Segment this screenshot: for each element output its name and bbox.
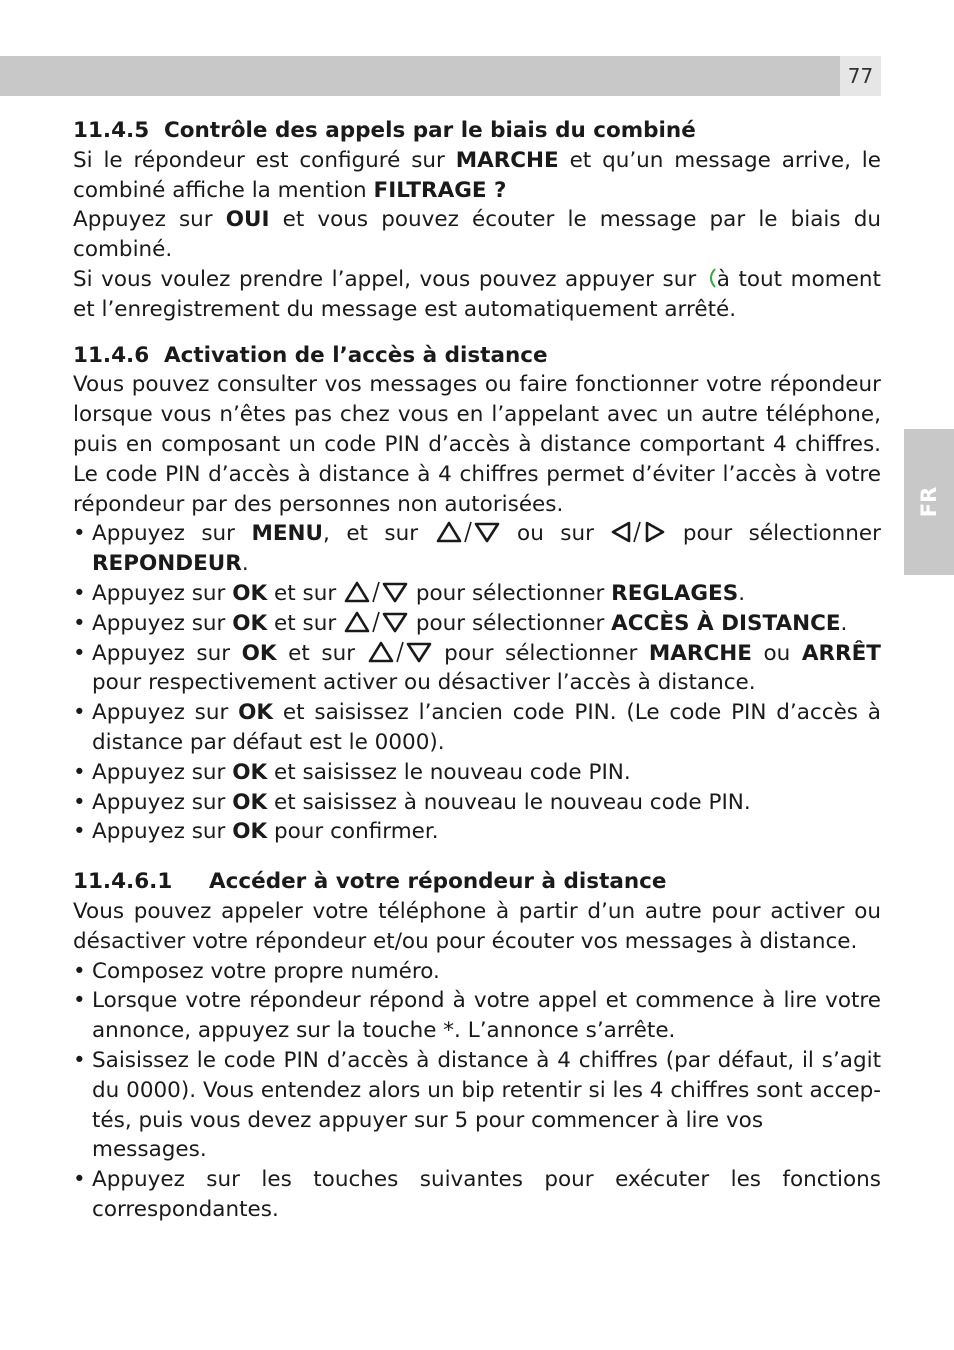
call-handset-icon: [705, 267, 717, 289]
list-item: • Composez votre propre numéro.: [73, 958, 440, 984]
up-down-arrow-icon: [343, 611, 409, 633]
up-down-arrow-icon: [343, 581, 409, 603]
list-item: • Saisissez le code PIN d’accès à distance à 4 chiffres (par défaut, il s’agit du 0000). Vous entendez alors un bip retentir si les 4 chiffres sont accep- tés, puis vous devez appuyer sur 5 pour commencer à lire vos messages.: [73, 1047, 881, 1163]
paragraph: Appuyez sur OUI et vous pouvez écouter le message par le biais du: [73, 207, 881, 233]
header-bar: [0, 56, 840, 96]
section-heading-11-4-6-1: 11.4.6.1 Accéder à votre répondeur à distance: [73, 869, 667, 895]
paragraph: Si le répondeur est configuré sur MARCHE et qu’un message arrive, le: [73, 147, 881, 173]
paragraph-line: Vous pouvez consulter vos messages ou faire fonctionner votre répondeur: [73, 372, 881, 398]
paragraph-line: Vous pouvez appeler votre téléphone à partir d’un autre pour activer ou: [73, 898, 881, 924]
language-tab: [904, 429, 954, 575]
paragraph-line: puis en composant un code PIN d’accès à distance comportant 4 chiffres.: [73, 431, 881, 457]
up-down-arrow-icon: [435, 521, 501, 543]
list-item: • Appuyez sur les touches suivantes pour exécuter les fonctions correspondantes.: [73, 1167, 881, 1222]
list-item: • Appuyez sur OK pour confirmer.: [73, 819, 439, 845]
language-tab-label: FR: [917, 486, 941, 518]
paragraph: combiné affiche la mention FILTRAGE ?: [73, 177, 507, 203]
list-item: • Appuyez sur OK et saisissez le nouveau code PIN.: [73, 759, 631, 785]
paragraph: combiné.: [73, 237, 173, 263]
page-content: [73, 116, 881, 1225]
up-down-arrow-icon: [367, 641, 433, 663]
list-item: • Appuyez sur MENU, et sur ou sur pour sélectionner REPONDEUR.: [73, 521, 881, 577]
paragraph-line: Le code PIN d’accès à distance à 4 chiffres permet d’éviter l’accès à votre: [73, 461, 881, 487]
paragraph: et l’enregistrement du message est automatiquement arrêté.: [73, 296, 737, 322]
list-item: • Appuyez sur OK et sur pour sélectionner MARCHE ou ARRÊT pour respectivement activer ou désactiver l’accès à distance.: [73, 640, 881, 696]
list-item: • Appuyez sur OK et sur pour sélectionner REGLAGES.: [73, 580, 746, 606]
paragraph-line: répondeur par des personnes non autorisées.: [73, 491, 564, 517]
section-heading-11-4-5: 11.4.5 Contrôle des appels par le biais du combiné: [73, 118, 696, 143]
paragraph-line: désactiver votre répondeur et/ou pour écouter vos messages à distance.: [73, 928, 858, 954]
list-item: • Appuyez sur OK et sur pour sélectionner ACCÈS À DISTANCE.: [73, 610, 848, 636]
left-right-arrow-icon: [610, 521, 666, 543]
section-heading-11-4-6: 11.4.6 Activation de l’accès à distance: [73, 342, 548, 368]
paragraph: Si vous voulez prendre l’appel, vous pouvez appuyer sur à tout moment: [73, 266, 881, 292]
list-item: • Appuyez sur OK et saisissez à nouveau le nouveau code PIN.: [73, 789, 751, 815]
list-item: • Appuyez sur OK et saisissez l’ancien code PIN. (Le code PIN d’accès à distance par défaut est le 0000).: [73, 700, 881, 755]
paragraph-line: lorsque vous n’êtes pas chez vous en l’appelant avec un autre téléphone,: [73, 402, 881, 428]
list-item: • Lorsque votre répondeur répond à votre appel et commence à lire votre annonce, appuyez sur la touche *. L’annonce s’arrête.: [73, 988, 881, 1044]
page-number: 77: [840, 56, 881, 96]
